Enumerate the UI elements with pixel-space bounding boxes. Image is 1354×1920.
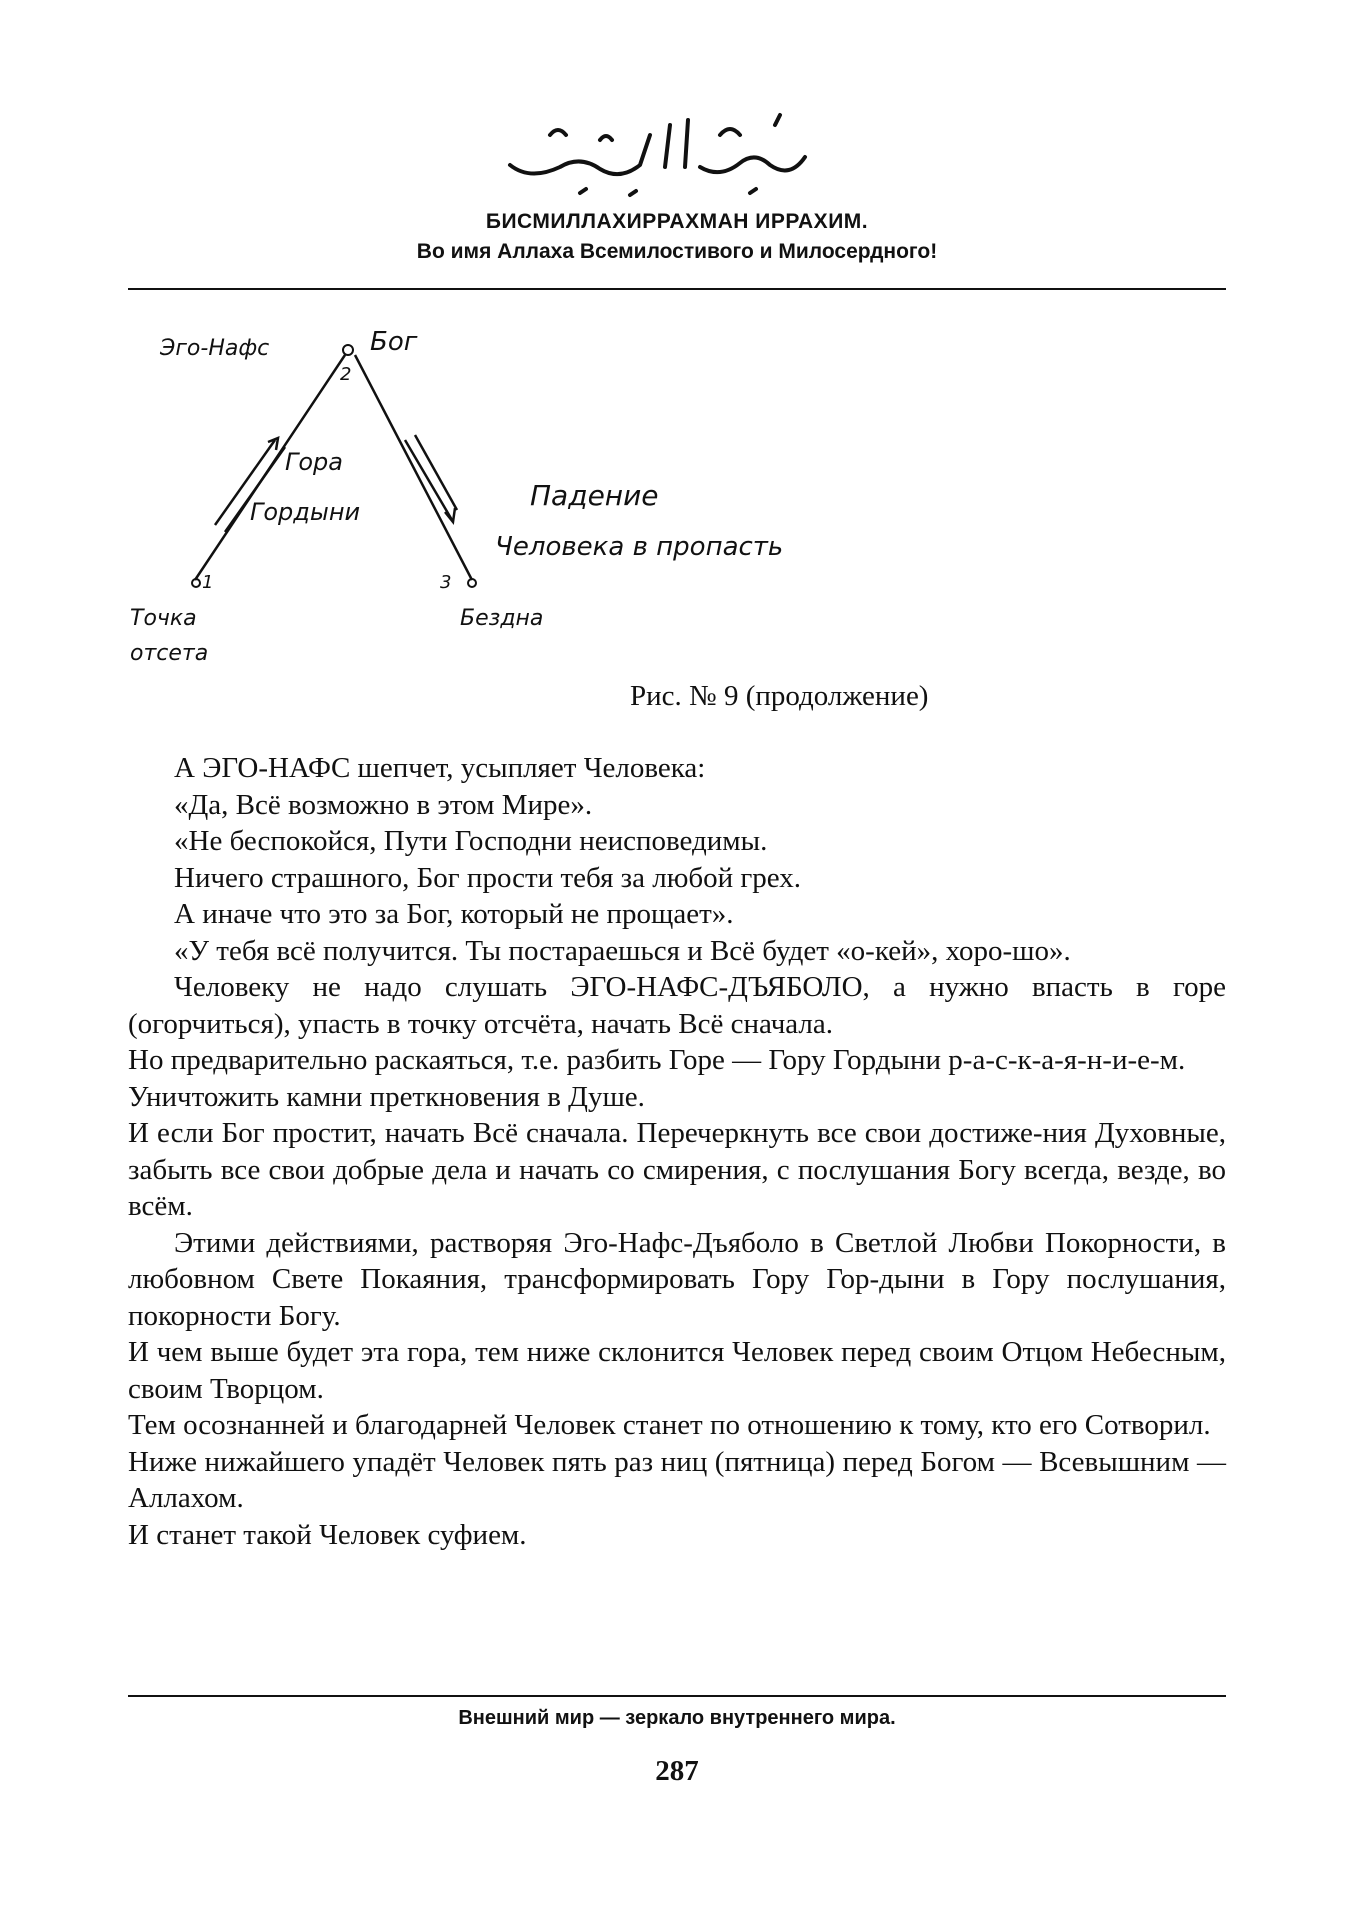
label-point-line2: отсета [130, 641, 209, 666]
paragraph: «Не беспокойся, Пути Господни неисповедимы. [174, 825, 768, 857]
point-top [343, 345, 353, 355]
page-header-title: БИСМИЛЛАХИРРАХМАН ИРРАХИМ. [485, 210, 869, 233]
footer-quote: Внешний мир — зеркало внутреннего мира. [458, 1707, 896, 1729]
point-right [468, 579, 476, 587]
page-number: 287 [655, 1755, 699, 1787]
number-right: 3 [440, 572, 452, 593]
paragraph: «У тебя всё получится. Ты постараешься и Всё будет «о-кей», хоро-шо». [174, 934, 1071, 967]
descent-line [355, 355, 472, 580]
paragraph: Ниже нижайшего упадёт Человек пять раз ниц (пятница) перед Богом — Всевышним — Аллахом. [128, 1445, 1226, 1514]
label-mountain-line2: Гордыни [250, 498, 361, 526]
paragraph: Ничего страшного, Бог прости тебя за любой грех. [174, 861, 802, 894]
label-mountain-line1: Гора [285, 448, 343, 476]
paragraph: «Да, Всё возможно в этом Мире». [174, 788, 593, 821]
label-point-line1: Точка [130, 606, 197, 631]
paragraph: И станет такой Человек суфием. [128, 1518, 527, 1551]
paragraph: А иначе что это за Бог, который не прощает». [174, 898, 734, 930]
paragraph: Уничтожить камни преткновения в Душе. [128, 1080, 645, 1113]
page-header-subtitle: Во имя Аллаха Всемилостивого и Милосердного! [416, 240, 938, 263]
paragraph: Этими действиями, растворяя Эго-Нафс-Дъяболо в Светлой Любви Покорности, в любовном Свете Покаяния, трансформировать Гору Гор-дыни в Гору послушания, покорности Богу. [128, 1226, 1226, 1332]
descent-arrow [405, 440, 452, 520]
paragraph: Человеку не надо слушать ЭГО-НАФС-ДЪЯБОЛО, а нужно впасть в горе (огорчиться), упасть в точку отсчёта, начать Всё сначала. [128, 971, 1226, 1040]
number-left: 1 [202, 572, 214, 593]
label-ego-nafs: Эго-Нафс [160, 336, 270, 361]
paragraph: И чем выше будет эта гора, тем ниже склонится Человек перед своим Отцом Небесным, своим Творцом. [128, 1336, 1226, 1405]
label-abyss: Бездна [460, 606, 544, 631]
label-fall-line1: Падение [530, 479, 659, 512]
number-top: 2 [340, 364, 352, 385]
label-god: Бог [370, 327, 418, 357]
mountain-diagram [120, 320, 880, 680]
bismillah-calligraphy [490, 95, 820, 205]
paragraph: Тем осознанней и благодарней Человек станет по отношению к тому, кто его Сотворил. [128, 1409, 1211, 1441]
paragraph: А ЭГО-НАФС шепчет, усыпляет Человека: [174, 752, 706, 784]
footer-divider [128, 1695, 1226, 1697]
figure-caption: Рис. № 9 (продолжение) [630, 680, 929, 712]
label-fall-line2: Человека в пропасть [495, 532, 784, 562]
body-text [128, 750, 1226, 1553]
paragraph: И если Бог простит, начать Всё сначала. Перечеркнуть все свои достиже-ния Духовные, забыть все свои добрые дела и начать со смирения, с послушания Богу всегда, везде, во всём. [128, 1117, 1226, 1222]
paragraph: Но предварительно раскаяться, т.е. разбить Горе — Гору Гордыни р-а-с-к-а-я-н-и-е-м. [128, 1044, 1186, 1076]
header-divider [128, 288, 1226, 290]
